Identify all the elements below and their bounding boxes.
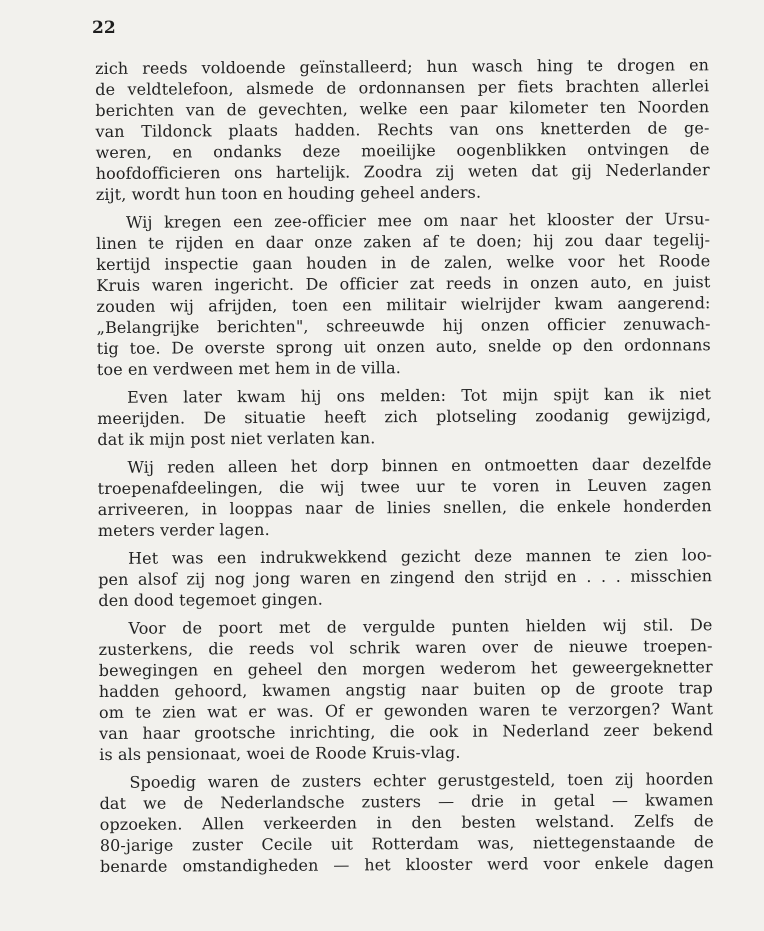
text-line: bewegingen en geheel den morgen wederom het geweergeknetter: [98, 657, 713, 680]
page-number: 22: [92, 18, 116, 38]
text-line: Spoedig waren de zusters echter gerustgesteld, toen zij hoorden: [129, 769, 714, 792]
text-line: 80-jarige zuster Cecile uit Rotterdam was, niettegenstaande de: [99, 832, 714, 855]
paragraph: [97, 453, 712, 541]
text-line: meters verder lagen.: [97, 519, 270, 540]
text-line: zouden wij afrijden, toen een militair wielrijder kwam aangerend:: [96, 293, 711, 316]
text-line: is als pensionaat, woei de Roode Kruis-vlag.: [99, 742, 461, 764]
text-line: Het was een indrukwekkend gezicht deze mannen te zien loo-: [127, 545, 713, 568]
paragraph: [99, 768, 714, 877]
text-line: zusterkens, die reeds vol schrik waren over de nieuwe troepen-: [98, 636, 713, 659]
text-line: zich reeds voldoende geïnstalleerd; hun wasch hing te drogen en: [95, 55, 710, 78]
text-line: „Belangrijke berichten", schreeuwde hij onzen officier zenuwach-: [96, 314, 711, 337]
paragraph: [98, 544, 712, 611]
text-line: berichten van de gevechten, welke een paar kilometer ten Noorden: [95, 97, 710, 120]
text-line: weren, en ondanks deze moeilijke oogenblikken ontvingen de: [95, 139, 710, 162]
text-line: Wij kregen een zee-officier mee om naar het klooster der Ursu-: [125, 209, 711, 232]
text-line: zijt, wordt hun toon en houding geheel anders.: [95, 182, 482, 204]
text-line: dat we de Nederlandsche zusters — drie in getal — kwamen: [99, 790, 714, 813]
text-line: van haar grootsche inrichting, die ook in Nederland zeer bekend: [99, 720, 714, 743]
text-line: van Tildonck plaats hadden. Rechts van ons knetterden de ge-: [95, 118, 710, 141]
text-line: arriveeren, in looppas naar de linies snellen, die enkele honderden: [97, 496, 712, 519]
text-line: de veldtelefoon, alsmede de ordonnansen per fiets brachten allerlei: [95, 76, 710, 99]
text-line: meerijden. De situatie heeft zich plotseling zoodanig gewijzigd,: [97, 405, 712, 428]
text-line: den dood tegemoet gingen.: [98, 589, 323, 610]
text-line: toe en verdween met hem in de villa.: [96, 358, 401, 379]
text-line: Wij reden alleen het dorp binnen en ontmoetten daar dezelfde: [127, 454, 712, 477]
paragraph: [96, 208, 711, 380]
text-line: om te zien wat er was. Of er gewonden waren te verzorgen? Want: [98, 699, 714, 722]
paragraph: [98, 614, 713, 765]
text-line: troepenafdeelingen, die wij twee uur te voren in Leuven zagen: [97, 475, 712, 498]
text-line: Kruis waren ingericht. De officier zat reeds in onzen auto, en juist: [96, 272, 711, 295]
text-line: benarde omstandigheden — het klooster werd voor enkele dagen: [99, 853, 714, 876]
text-line: linen te rijden en daar onze zaken af te doen; hij zou daar tegelij-: [96, 230, 711, 253]
text-line: kertijd inspectie gaan houden in de zalen, welke voor het Roode: [96, 251, 711, 274]
text-line: tig toe. De overste sprong uit onzen auto, snelde op den ordonnans: [96, 335, 711, 358]
paragraph: [97, 383, 711, 450]
text-line: Voor de poort met de vergulde punten hielden wij stil. De: [128, 615, 713, 638]
text-line: dat ik mijn post niet verlaten kan.: [97, 428, 376, 449]
text-line: Even later kwam hij ons melden: Tot mijn spijt kan ik niet: [127, 384, 712, 407]
text-line: opzoeken. Allen verkeerden in den besten welstand. Zelfs de: [99, 811, 714, 834]
paragraph: [95, 54, 710, 205]
text-line: pen alsof zij nog jong waren en zingend den strijd en . . . misschien: [98, 566, 713, 589]
text-line: hadden gehoord, kwamen angstig naar buiten op de groote trap: [98, 678, 713, 701]
body-text: [95, 54, 714, 877]
text-line: hoofdofficieren ons hartelijk. Zoodra zij weten dat gij Nederlander: [95, 160, 710, 183]
